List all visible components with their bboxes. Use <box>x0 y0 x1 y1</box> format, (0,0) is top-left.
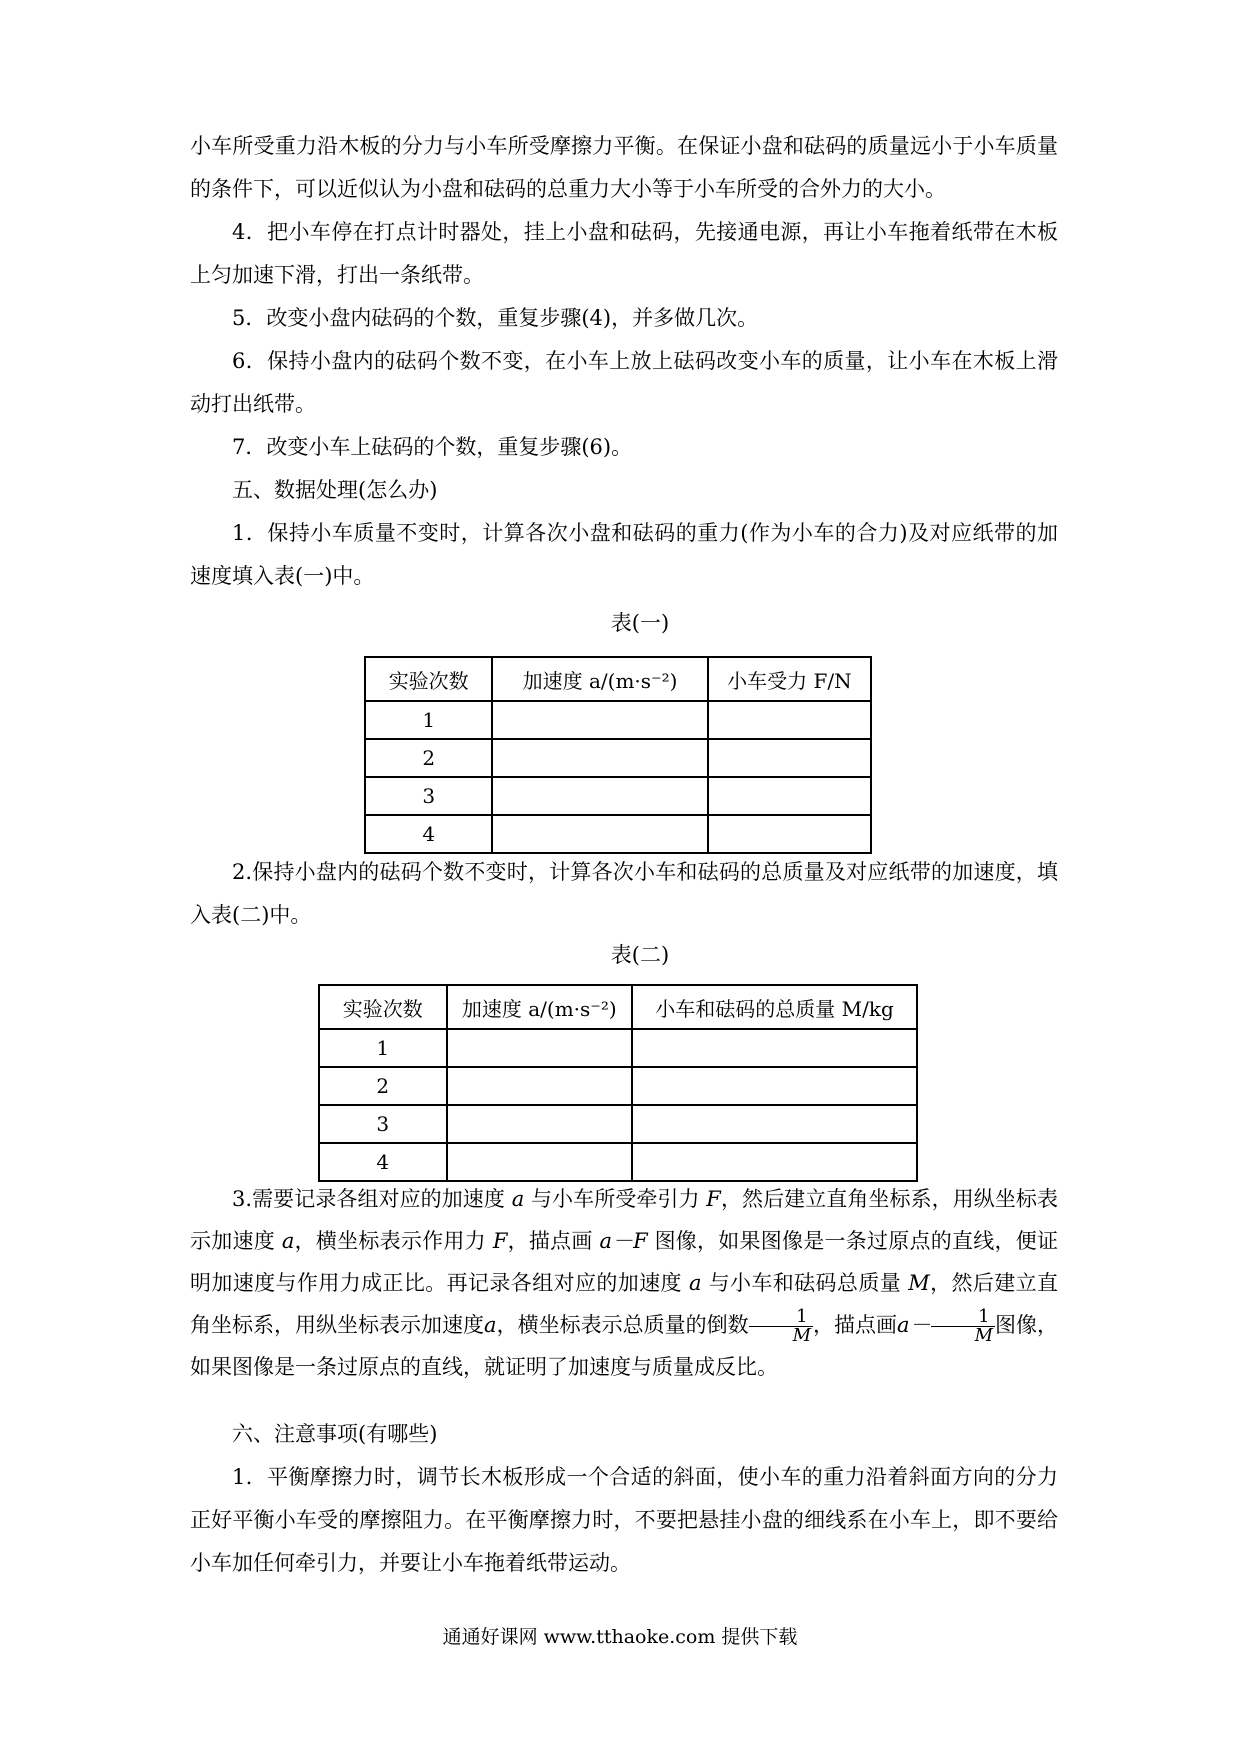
paragraph-text: 2.保持小盘内的砝码个数不变时，计算各次小车和砝码的总质量及对应纸带的加速度，填入表(二)中。 <box>190 860 1058 927</box>
table-row <box>319 1143 917 1181</box>
table-row <box>319 1067 917 1105</box>
paragraph-notes-1 <box>190 1456 1058 1585</box>
table-cell <box>492 739 707 777</box>
paragraph-text: 小车所受重力沿木板的分力与小车所受摩擦力平衡。在保证小盘和砝码的质量远小于小车质量的条件下，可以近似认为小盘和砝码的总重力大小等于小车所受的合外力的大小。 <box>190 134 1058 201</box>
table-header-row <box>319 985 917 1029</box>
paragraph-step-5 <box>190 297 1058 340</box>
paragraph-text: 1．平衡摩擦力时，调节长木板形成一个合适的斜面，使小车的重力沿着斜面方向的分力正好平衡小车受的摩擦阻力。在平衡摩擦力时，不要把悬挂小盘的细线系在小车上，即不要给小车加任何牵引力，并要让小车拖着纸带运动。 <box>190 1465 1058 1575</box>
paragraph-text: 4．把小车停在打点计时器处，挂上小盘和砝码，先接通电源，再让小车拖着纸带在木板上匀加速下滑，打出一条纸带。 <box>190 220 1058 287</box>
table-header-cell: 加速度 a/(m·s⁻²) <box>492 657 707 701</box>
table-row <box>319 1029 917 1067</box>
table-cell: 4 <box>319 1143 447 1181</box>
table-cell: 1 <box>365 701 492 739</box>
paragraph-data-3: 3.需要记录各组对应的加速度 a 与小车所受牵引力 F，然后建立直角坐标系，用纵坐标表示加速度 a，横坐标表示作用力 F，描点画 a－F 图像，如果图像是一条过原点的直线，便证明加速度与作用力成正比。再记录各组对应的加速度 a 与小车和砝码总质量 M，然后建立直角坐标系，用纵坐标表示加速度a，横坐标表示总质量的倒数 $\frac{1}{M}$ ，描点画a－ $\frac{1}{M}$ 图像，如果图像是一条过原点的直线，就证明了加速度与质量成反比。 <box>190 1187 1059 1379</box>
symbol-a: a <box>281 1229 295 1253</box>
table-1-caption: 表(一) <box>610 611 670 635</box>
section-heading-data-processing: 五、数据处理(怎么办) <box>232 478 438 502</box>
table-cell <box>447 1105 633 1143</box>
table-cell <box>708 777 871 815</box>
paragraph-text: 1．保持小车质量不变时，计算各次小盘和砝码的重力(作为小车的合力)及对应纸带的加速度填入表(一)中。 <box>190 521 1058 588</box>
table-cell <box>632 1029 917 1067</box>
table-cell: 1 <box>319 1029 447 1067</box>
table-cell: 3 <box>365 777 492 815</box>
table-2 <box>318 984 918 1182</box>
table-cell <box>447 1067 633 1105</box>
table-cell: 2 <box>319 1067 447 1105</box>
paragraph-text: 6．保持小盘内的砝码个数不变，在小车上放上砝码改变小车的质量，让小车在木板上滑动打出纸带。 <box>190 349 1058 416</box>
symbol-F: F <box>492 1229 508 1253</box>
table-cell <box>708 815 871 853</box>
paragraph-balance-friction <box>190 125 1058 211</box>
table-cell <box>708 701 871 739</box>
symbol-a: a <box>511 1187 525 1211</box>
table-header-row <box>365 657 871 701</box>
paragraph-step-7 <box>190 426 1058 469</box>
symbol-a: a <box>689 1271 702 1295</box>
symbol-a: a <box>484 1313 497 1337</box>
paragraph-data-2 <box>190 851 1058 937</box>
table-cell: 4 <box>365 815 492 853</box>
table-cell <box>708 739 871 777</box>
table-header-cell: 小车受力 F/N <box>708 657 871 701</box>
table-header-cell: 实验次数 <box>319 985 447 1029</box>
table-row <box>365 815 871 853</box>
table-row <box>365 739 871 777</box>
table-header-cell: 实验次数 <box>365 657 492 701</box>
section-heading-notes: 六、注意事项(有哪些) <box>232 1422 438 1446</box>
table-header-cell: 小车和砝码的总质量 M/kg <box>632 985 917 1029</box>
table-cell <box>632 1067 917 1105</box>
table-header-cell: 加速度 a/(m·s⁻²) <box>447 985 633 1029</box>
table-cell: 2 <box>365 739 492 777</box>
table-cell <box>492 815 707 853</box>
table-cell <box>492 701 707 739</box>
symbol-M: M <box>908 1271 930 1295</box>
table-cell <box>632 1143 917 1181</box>
symbol-a-F: a－F <box>599 1229 648 1253</box>
page-footer: 通通好课网 www.tthaoke.com 提供下载 <box>442 1626 798 1648</box>
paragraph-step-4 <box>190 211 1058 297</box>
table-cell <box>447 1143 633 1181</box>
table-cell <box>632 1105 917 1143</box>
symbol-a-minus: a－ <box>897 1313 931 1337</box>
paragraph-text: 7．改变小车上砝码的个数，重复步骤(6)。 <box>232 435 633 459</box>
table-cell <box>447 1029 633 1067</box>
paragraph-step-6 <box>190 340 1058 426</box>
fraction-one-over-M: $\frac{1}{M}$ <box>749 1308 813 1345</box>
table-1 <box>364 656 872 854</box>
paragraph-text: 5．改变小盘内砝码的个数，重复步骤(4)，并多做几次。 <box>232 306 759 330</box>
fraction-one-over-M: $\frac{1}{M}$ <box>931 1308 995 1345</box>
table-row <box>365 701 871 739</box>
paragraph-data-1 <box>190 512 1058 598</box>
symbol-F: F <box>706 1187 721 1211</box>
table-cell <box>492 777 707 815</box>
table-row <box>365 777 871 815</box>
table-cell: 3 <box>319 1105 447 1143</box>
table-2-caption: 表(二) <box>610 943 670 967</box>
table-row <box>319 1105 917 1143</box>
